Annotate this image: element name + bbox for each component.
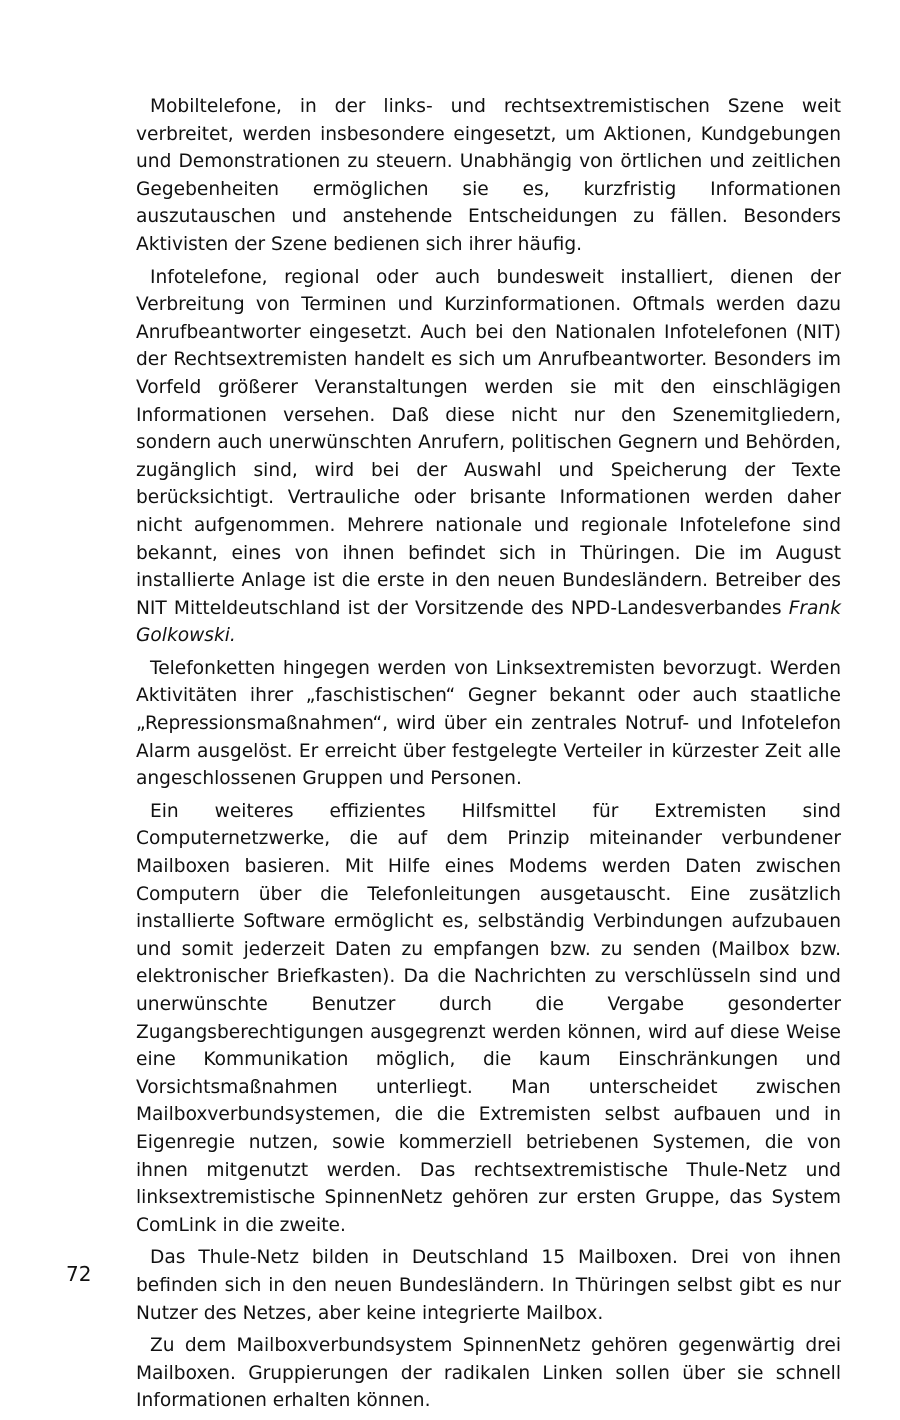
paragraph-thule-netz: Das Thule-Netz bilden in Deutschland 15 Mailboxen. Drei von ihnen befinden sich in den neuen Bundesländern. In Thüringen selbst gibt es nur Nutzer des Netzes, aber keine integrierte Mailbox. xyxy=(136,1247,841,1324)
paragraph-infotelefone-text: Infotelefone, regional oder auch bundesweit installiert, dienen der Verbreitung von Terminen und Kurzinformationen. Oftmals werden dazu Anrufbeantworter eingesetzt. Auch bei den Nationalen Infotelefonen (NIT) der Rechtsextremisten handelt es sich um Anrufbeantworter. Besonders im Vorfeld größerer Veranstaltungen werden sie mit den einschlägigen Informationen versehen. Daß diese nicht nur den Szenemitgliedern, sondern auch unerwünschten Anrufern, politischen Gegnern und Behörden, zugänglich sind, wird bei der Auswahl und Speicherung der Texte berücksichtigt. Vertrauliche oder brisante Informationen werden daher nicht aufgenommen. Mehrere nationale und regionale Infotelefone sind bekannt, eines von ihnen befindet sich in Thüringen. Die im August installierte Anlage ist die erste in den neuen Bundesländern. Betreiber des NIT Mitteldeutschland ist der Vorsitzende des NPD-Landesverbandes xyxy=(136,266,841,619)
paragraph-telefonketten: Telefonketten hingegen werden von Linksextremisten bevorzugt. Werden Aktivitäten ihrer „faschistischen“ Gegner bekannt oder auch staatliche „Repressionsmaßnahmen“, wird über ein zentrales Notruf- und Infotelefon Alarm ausgelöst. Er erreicht über festgelegte Verteiler in kürzester Zeit alle angeschlossenen Gruppen und Personen. xyxy=(136,657,841,790)
paragraph-spinnennetz: Zu dem Mailboxverbundsystem SpinnenNetz gehören gegenwärtig drei Mailboxen. Gruppierungen der radikalen Linken sollen über sie schnell Informationen erhalten können. xyxy=(136,1335,841,1412)
body-text xyxy=(136,93,841,1420)
page-number: 72 xyxy=(66,1262,92,1286)
person-name: Frank Golkowski. xyxy=(136,597,841,647)
paragraph-mobiltelefone: Mobiltelefone, in der links- und rechtsextremistischen Szene weit verbreitet, werden insbesondere eingesetzt, um Aktionen, Kundgebungen und Demonstrationen zu steuern. Unabhängig von örtlichen und zeitlichen Gegebenheiten ermöglichen sie es, kurzfristig Informationen auszutauschen und anstehende Entscheidungen zu fällen. Besonders Aktivisten der Szene bedienen sich ihrer häufig. xyxy=(136,96,841,255)
paragraph-computernetzwerke: Ein weiteres effizientes Hilfsmittel für Extremisten sind Computernetzwerke, die auf dem Prinzip miteinander verbundener Mailboxen basieren. Mit Hilfe eines Modems werden Daten zwischen Computern über die Telefonleitungen ausgetauscht. Eine zusätzlich installierte Software ermöglicht es, selbständig Verbindungen aufzubauen und somit jederzeit Daten zu empfangen bzw. zu senden (Mailbox bzw. elektronischer Briefkasten). Da die Nachrichten zu verschlüsseln sind und unerwünschte Benutzer durch die Vergabe gesonderter Zugangsberechtigungen ausgegrenzt werden können, wird auf diese Weise eine Kommunikation möglich, die kaum Einschränkungen und Vorsichtsmaßnahmen unterliegt. Man unterscheidet zwischen Mailboxverbundsystemen, die die Extremisten selbst aufbauen und in Eigenregie nutzen, sowie kommerziell betriebenen Systemen, die von ihnen mitgenutzt werden. Das rechtsextremistische Thule-Netz und linksextremistische SpinnenNetz gehören zur ersten Gruppe, das System ComLink in die zweite. xyxy=(136,800,841,1236)
paragraph-infotelefone xyxy=(136,264,841,650)
